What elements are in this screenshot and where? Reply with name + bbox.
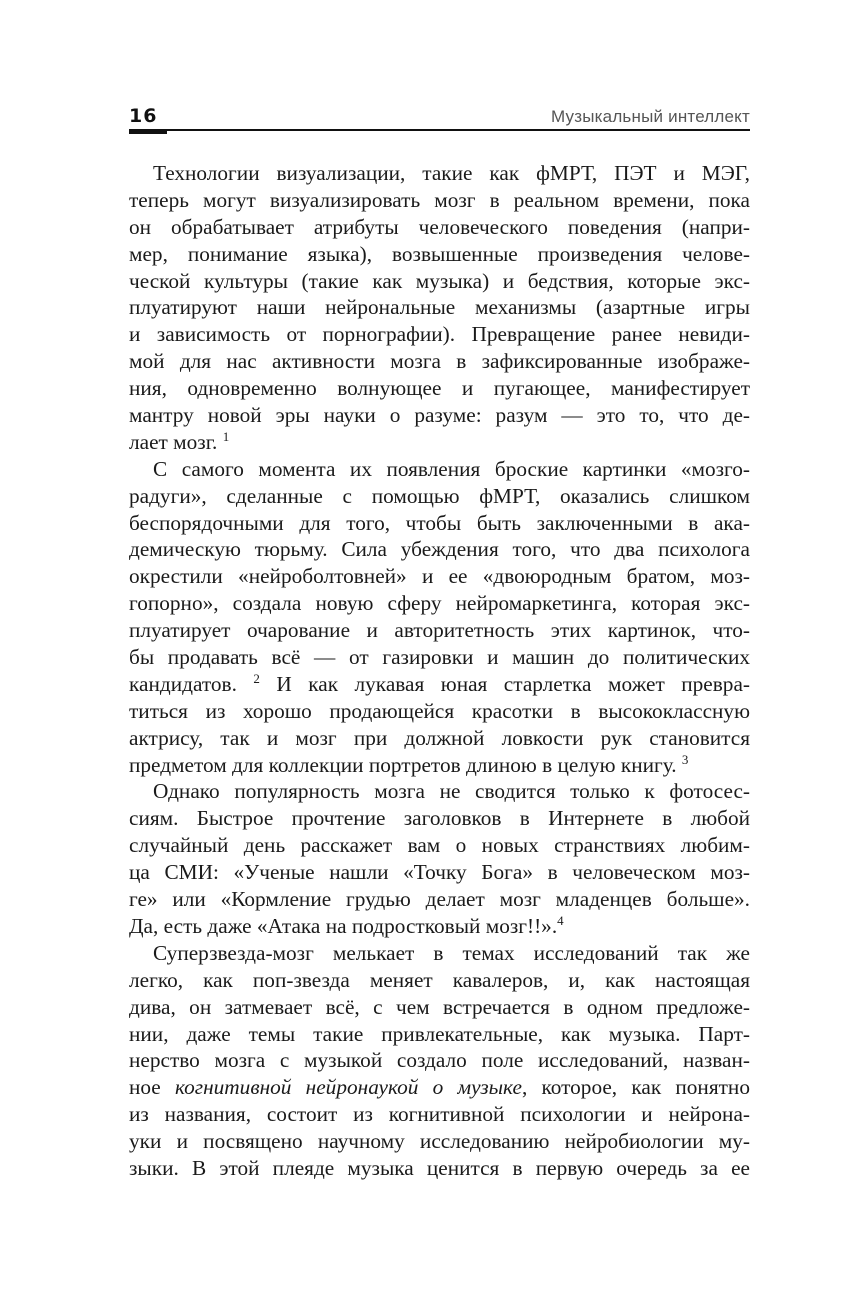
running-header — [129, 104, 750, 132]
text-line: легко, как поп-звезда меняет кавалеров, и, как настоящая — [129, 967, 750, 992]
text-line: окрестили «нейроболтовней» и ее «двоюродным братом, моз- — [129, 564, 750, 589]
text-line — [129, 752, 750, 779]
text-line — [129, 913, 750, 940]
text-line: нии, даже темы такие привлекательные, как музыка. Парт- — [129, 1021, 750, 1046]
line-text: Да, есть даже «Атака на подростковый мозг!!». — [129, 913, 558, 938]
text-line: Технологии визуализации, такие как фМРТ, ПЭТ и МЭГ, — [153, 161, 750, 185]
body-text — [129, 160, 750, 1182]
paragraph-4 — [129, 940, 750, 1182]
text-line: ге» или «Кормление грудью делает мозг младенцев больше». — [129, 887, 750, 912]
text-line: дива, он затмевает всё, с чем встречается в одном предложе- — [129, 994, 750, 1019]
header-rule — [129, 129, 750, 131]
text-line: мантру новой эры науки о разуме: разум — это то, что де- — [129, 403, 750, 428]
text-line: демическую тюрьму. Сила убеждения того, что два психолога — [129, 537, 750, 562]
line-text: предметом для коллекции портретов длиною в целую книгу. — [129, 752, 677, 777]
footnote-ref-4[interactable]: 4 — [557, 912, 564, 928]
text-line: мой для нас активности мозга в зафиксированные изображе- — [129, 349, 750, 374]
text-line: теперь могут визуализировать мозг в реальном времени, пока — [129, 187, 750, 212]
text-line: бы продавать всё — от газировки и машин до политических — [129, 645, 750, 670]
text-line: сиям. Быстрое прочтение заголовков в Интернете в любой — [129, 806, 750, 831]
text-line: ца СМИ: «Ученые нашли «Точку Бога» в человеческом моз- — [129, 860, 750, 885]
text-line: Суперзвезда-мозг мелькает в темах исследований так же — [153, 940, 750, 965]
text-line: плуатирует очарование и авторитетность этих картинок, что- — [129, 618, 750, 643]
text-line: актрису, так и мозг при должной ловкости рук становится — [129, 725, 750, 750]
text-line: Однако популярность мозга не сводится только к фотосес- — [153, 779, 750, 804]
footnote-ref-1[interactable]: 1 — [222, 428, 230, 444]
footnote-ref-3[interactable]: 3 — [681, 751, 689, 767]
page-number: 16 — [129, 105, 158, 127]
text-line: гопорно», создала новую сферу нейромаркетинга, которая экс- — [129, 591, 750, 616]
line-text: И как лукавая юная старлетка может превра- — [276, 671, 750, 696]
text-line: беспорядочными для того, чтобы быть заключенными в ака- — [129, 510, 750, 535]
text-line: случайный день расскажет вам о новых странствиях любим- — [129, 833, 750, 858]
italic-term: когнитивной нейронаукой о музыке — [174, 1075, 522, 1100]
text-line: С самого момента их появления броские картинки «мозго- — [153, 456, 750, 481]
text-line: и зависимость от порнографии). Превращение ранее невиди- — [129, 322, 750, 347]
text-line: мер, понимание языка), возвышенные произведения челове- — [129, 241, 750, 266]
paragraph-1 — [129, 160, 750, 456]
line-text: кандидатов. — [129, 671, 237, 696]
running-title: Музыкальный интеллект — [550, 107, 750, 126]
line-text: ное — [129, 1075, 175, 1100]
line-text: , которое, как понятно — [521, 1075, 750, 1100]
text-line: плуатируют наши нейрональные механизмы (азартные игры — [129, 295, 750, 320]
text-line: радуги», сделанные с помощью фМРТ, оказались слишком — [129, 483, 750, 508]
text-line: титься из хорошо продающейся красотки в высококлассную — [129, 698, 750, 723]
text-line: зыки. В этой плеяде музыка ценится в первую очередь за ее — [129, 1155, 750, 1180]
paragraph-3 — [129, 778, 750, 939]
text-line: уки и посвящено научному исследованию нейробиологии му- — [129, 1129, 750, 1154]
text-line: ния, одновременно волнующее и пугающее, манифестирует — [129, 376, 750, 401]
text-line: нерство мозга с музыкой создало поле исследований, назван- — [129, 1048, 750, 1073]
header-rule-accent — [129, 129, 167, 134]
line-text: лает мозг. — [129, 429, 218, 454]
footnote-ref-2[interactable]: 2 — [253, 670, 260, 686]
text-line: он обрабатывает атрибуты человеческого поведения (напри- — [129, 214, 750, 239]
text-line: ческой культуры (такие как музыка) и бедствия, которые экс- — [129, 268, 750, 293]
text-line: из названия, состоит из когнитивной психологии и нейрона- — [129, 1102, 750, 1127]
text-line — [129, 1074, 750, 1101]
text-line — [129, 671, 750, 698]
paragraph-2 — [129, 456, 750, 779]
text-line — [129, 429, 750, 456]
